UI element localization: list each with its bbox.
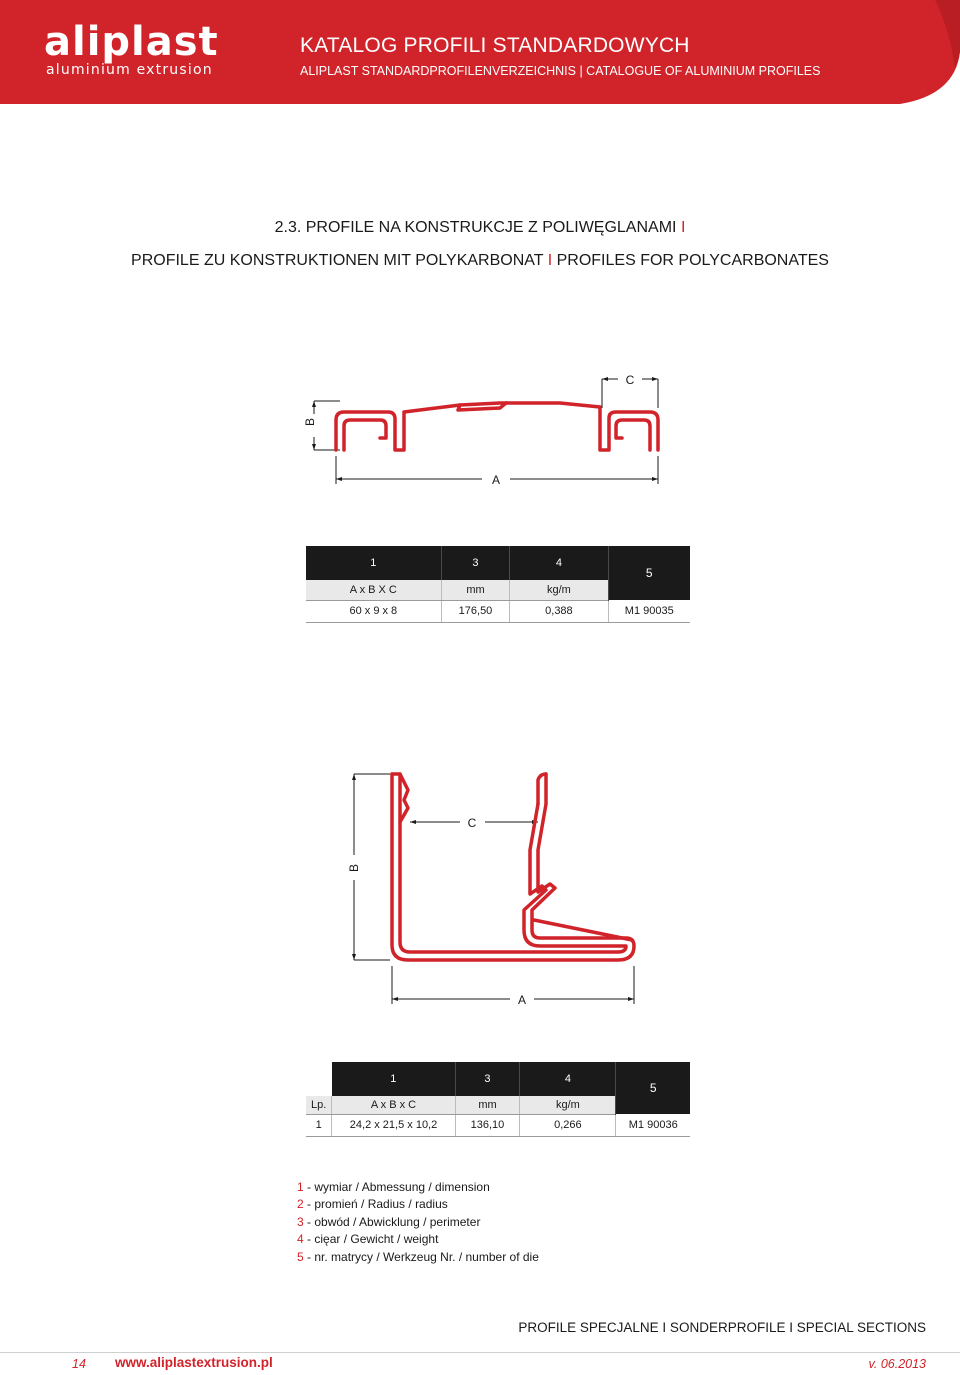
profile-1-drawing (300, 360, 680, 495)
table-cell: 0,266 (520, 1114, 616, 1136)
section-title-pl-text: 2.3. PROFILE NA KONSTRUKCJE Z POLIWĘGLANAMI (274, 219, 677, 236)
profile-1-dim-b: B (303, 417, 317, 427)
table-header-unit: mm (441, 580, 510, 600)
table-cell: 176,50 (441, 600, 510, 622)
legend-text: - nr. matrycy / Werkzeug Nr. / number of die (303, 1249, 539, 1264)
table-cell: 24,2 x 21,5 x 10,2 (332, 1114, 455, 1136)
table-header-unit: mm (455, 1096, 520, 1114)
legend-num: 1 (297, 1180, 304, 1194)
table-cell: 60 x 9 x 8 (306, 600, 441, 622)
section-title-de: PROFILE ZU KONSTRUKTIONEN MIT POLYKARBONAT (131, 252, 544, 269)
profile-2-dim-c: C (467, 816, 477, 830)
legend-num: 3 (297, 1214, 304, 1229)
legend-num: 2 (297, 1197, 304, 1212)
table-header-unit: A x B x C (332, 1096, 455, 1114)
profile-2-drawing (340, 760, 670, 1020)
table-header-lp: Lp. (306, 1096, 332, 1114)
table-header-num: 1 (306, 546, 441, 580)
table-cell: M1 90035 (608, 600, 690, 622)
footer-section-label: PROFILE SPECJALNE I SONDERPROFILE I SPECIAL SECTIONS (518, 1320, 926, 1335)
table-header-num: 3 (455, 1062, 520, 1096)
footer-version: v. 06.2013 (868, 1357, 926, 1371)
legend-text: - promień / Radius / radius (303, 1197, 448, 1212)
section-title-pl (0, 217, 960, 239)
profile-2-dim-b: B (347, 863, 361, 873)
table-row (306, 600, 690, 622)
table-cell: 1 (306, 1114, 332, 1136)
table-cell: 136,10 (455, 1114, 520, 1136)
catalog-subtitle: ALIPLAST STANDARDPROFILENVERZEICHNIS | CATALOGUE OF ALUMINIUM PROFILES (300, 64, 821, 78)
legend-item (297, 1231, 539, 1248)
profile-1-dim-c: C (625, 373, 635, 387)
table-header-num: 3 (441, 546, 510, 580)
profile-1-spec-table (306, 546, 690, 623)
legend-item (297, 1214, 539, 1231)
legend (297, 1179, 539, 1266)
catalog-title: KATALOG PROFILI STANDARDOWYCH (300, 34, 690, 57)
table-cell: M1 90036 (616, 1114, 690, 1136)
table-header-num: 5 (608, 546, 690, 600)
legend-num: 5 (297, 1249, 304, 1264)
profile-2-dim-a: A (517, 993, 527, 1007)
section-separator: I (680, 219, 686, 236)
table-header-unit: A x B X C (306, 580, 441, 600)
table-header-num: 4 (520, 1062, 616, 1096)
table-header-num: 1 (332, 1062, 455, 1096)
table-header-num: 4 (510, 546, 608, 580)
legend-item (297, 1196, 539, 1213)
legend-item (297, 1179, 539, 1196)
profile-2-spec-table (306, 1062, 690, 1137)
footer-website-link[interactable]: www.aliplastextrusion.pl (115, 1355, 273, 1370)
table-header-unit: kg/m (510, 580, 608, 600)
section-title-de-en (0, 250, 960, 272)
brand-logo-tagline: aluminium extrusion (46, 62, 213, 78)
table-cell: 0,388 (510, 600, 608, 622)
table-header-num: 5 (616, 1062, 690, 1114)
profile-1-dim-a: A (491, 473, 501, 487)
legend-item (297, 1249, 539, 1266)
table-header-unit: kg/m (520, 1096, 616, 1114)
section-separator: I (547, 252, 553, 269)
legend-text: - wymiar / Abmessung / dimension (303, 1180, 490, 1194)
table-row (306, 1114, 690, 1136)
legend-num: 4 (297, 1232, 304, 1247)
legend-text: - obwód / Abwicklung / perimeter (303, 1214, 481, 1229)
section-title-en: PROFILES FOR POLYCARBONATES (556, 252, 829, 269)
brand-logo-name: aliplast (44, 19, 219, 65)
page-number: 14 (72, 1357, 86, 1371)
legend-text: - cięar / Gewicht / weight (303, 1232, 439, 1247)
footer-divider (0, 1352, 960, 1353)
